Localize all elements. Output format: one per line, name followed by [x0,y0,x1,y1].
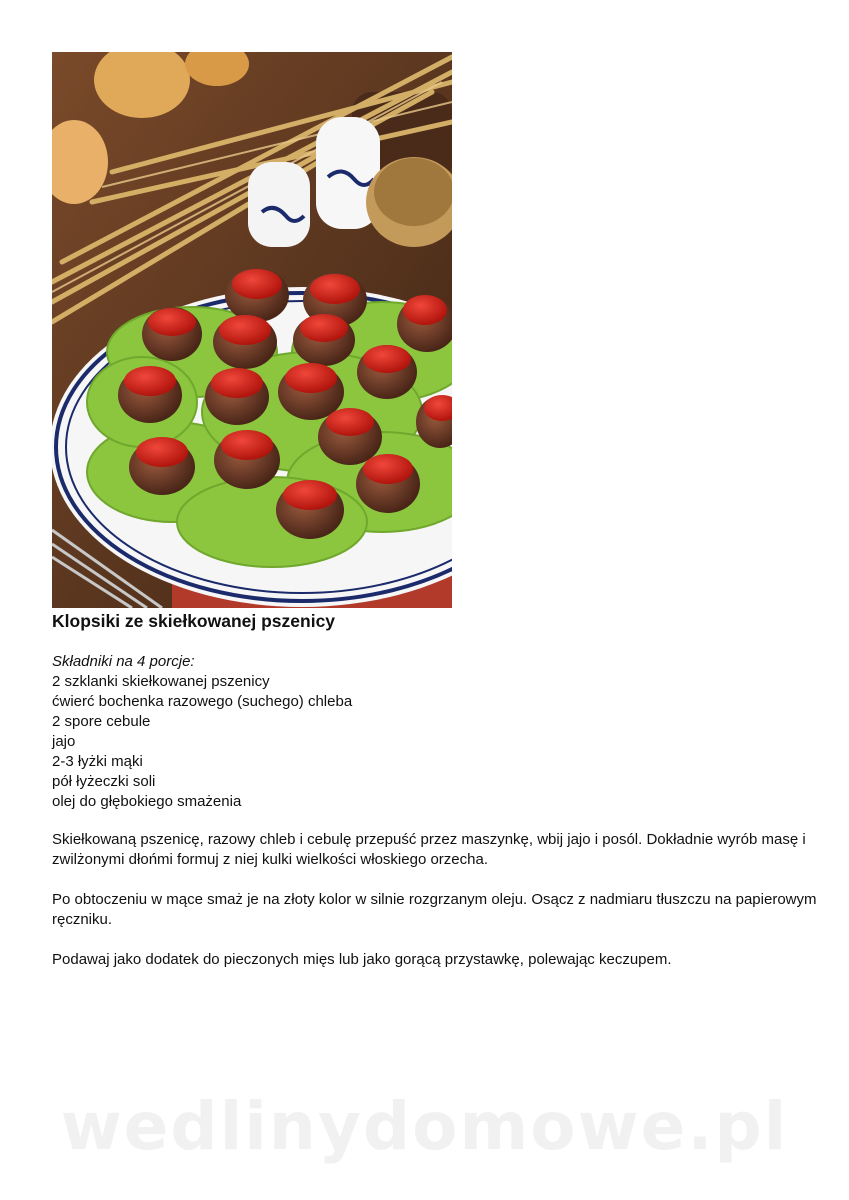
instruction-paragraph: Skiełkowaną pszenicę, razowy chleb i cebulę przepuść przez maszynkę, wbij jajo i posól. Dokładnie wyrób masę i zwilżonymi dłońmi formuj z niej kulki wielkości włoskiego orzecha. [52,831,806,868]
ingredients-list [52,672,832,812]
ingredient-item: ćwierć bochenka razowego (suchego) chleba [52,693,353,710]
recipe-photo [52,52,452,608]
ingredient-item: 2 szklanki skiełkowanej pszenicy [52,673,270,690]
ingredient-item: 2 spore cebule [52,713,151,730]
ingredient-item: olej do głębokiego smażenia [52,793,242,810]
ingredient-item: jajo [52,733,76,750]
instruction-paragraph: Podawaj jako dodatek do pieczonych mięs lub jako gorącą przystawkę, polewając keczupem. [52,951,672,968]
instructions-section [52,830,832,990]
ingredient-item: pół łyżeczki soli [52,773,156,790]
watermark: wedlinydomowe.pl [60,1088,789,1165]
recipe-title: Klopsiki ze skiełkowanej pszenicy [52,611,336,631]
meatballs-illustration [52,52,452,608]
ingredients-intro: Składniki na 4 porcje: [52,653,195,670]
ingredients-section [52,652,832,812]
ingredient-item: 2-3 łyżki mąki [52,753,143,770]
instruction-paragraph: Po obtoczeniu w mące smaż je na złoty kolor w silnie rozgrzanym oleju. Osącz z nadmiaru tłuszczu na papierowym ręczniku. [52,891,817,928]
